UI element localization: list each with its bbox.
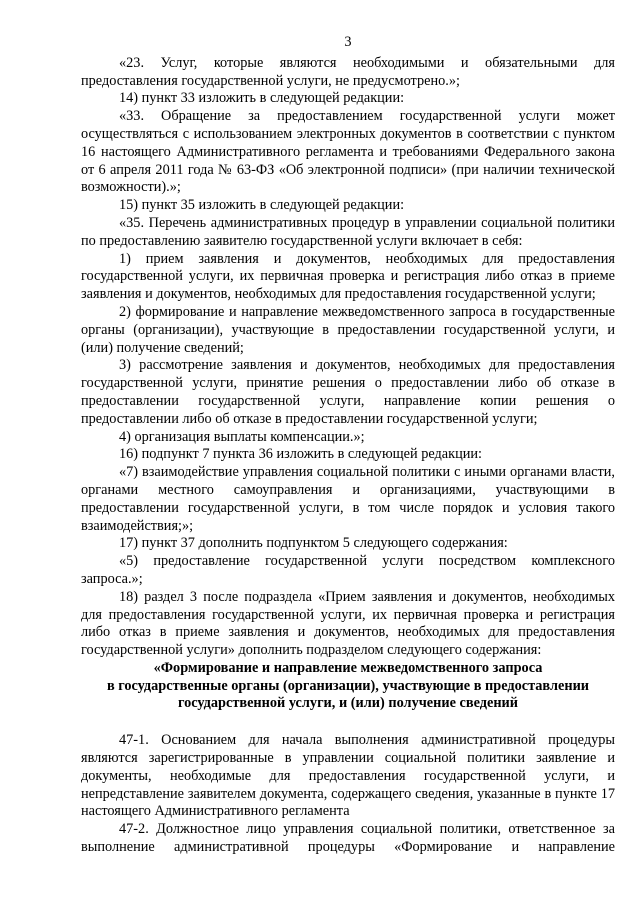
paragraph-item-35: «35. Перечень административных процедур в управлении социальной политики по предоставлению заявителю государственной услуги включает в себя:	[81, 214, 615, 249]
paragraph-item-23: «23. Услуг, которые являются необходимыми и обязательными для предоставления государственной услуги, не предусмотрено.»;	[81, 54, 615, 89]
paragraph-amend-17: 17) пункт 37 дополнить подпунктом 5 следующего содержания:	[119, 535, 508, 552]
section-heading-line-3: государственной услуги, и (или) получение сведений	[177, 695, 519, 712]
paragraph-amend-18: 18) раздел 3 после подраздела «Прием заявления и документов, необходимых для предоставления государственной услуги, их первичная проверка и регистрация либо отказ в приеме заявления и документов, необходимых для предоставления государственной услуги» дополнить подразделом следующего содержания:	[81, 588, 615, 659]
section-heading-line-2: в государственные органы (организации), участвующие в предоставлении	[106, 677, 590, 694]
list-item-3: 3) рассмотрение заявления и документов, необходимых для предоставления государственной услуги, принятие решения о предоставлении либо об отказе в предоставлении государственной услуги, направление копии решения о предоставлении либо об отказе в предоставлении государственной услуги;	[81, 357, 615, 427]
paragraph-item-47-1: 47-1. Основанием для начала выполнения административной процедуры являются зарегистрированные в управлении социальной политики заявление и документы, необходимые для предоставления государственной услуги, и непредставление заявителем документа, содержащего сведения, указанные в пункте 17 настоящего Административного регламента	[81, 732, 615, 820]
page-number: 3	[344, 34, 352, 50]
paragraph-item-33: «33. Обращение за предоставлением государственной услуги может осуществляться с использованием электронных документов в соответствии с пунктом 16 настоящего Административного регламента и требованиями Федерального закона от 6 апреля 2011 года № 63-ФЗ «Об электронной подписи» (при наличии технической возможности).»;	[81, 108, 615, 196]
list-item-2: 2) формирование и направление межведомственного запроса в государственные органы (организации), участвующие в предоставлении государственной услуги, и (или) получение сведений;	[81, 303, 615, 356]
paragraph-amend-16: 16) подпункт 7 пункта 36 изложить в следующей редакции:	[119, 446, 483, 463]
paragraph-amend-15: 15) пункт 35 изложить в следующей редакции:	[119, 197, 405, 214]
paragraph-amend-14: 14) пункт 33 изложить в следующей редакции:	[119, 90, 405, 107]
paragraph-item-47-2: 47-2. Должностное лицо управления социальной политики, ответственное за выполнение административной процедуры «Формирование и направление	[81, 821, 615, 856]
list-item-4: 4) организация выплаты компенсации.»;	[119, 428, 365, 445]
paragraph-subitem-7: «7) взаимодействие управления социальной политики с иными органами власти, органами местного самоуправления и организациями, участвующими в предоставлении государственной услуги, в том числе порядок и условия такого взаимодействия;»;	[81, 464, 615, 534]
document-page	[81, 34, 615, 857]
section-heading-line-1: «Формирование и направление межведомственного запроса	[153, 659, 543, 676]
list-item-1: 1) прием заявления и документов, необходимых для предоставления государственной услуги, их первичная проверка и регистрация либо отказ в приеме заявления и документов, необходимых для предоставления государственной услуги;	[81, 250, 615, 303]
paragraph-subitem-5: «5) предоставление государственной услуги посредством комплексного запроса.»;	[81, 553, 615, 587]
spacer	[81, 713, 615, 732]
